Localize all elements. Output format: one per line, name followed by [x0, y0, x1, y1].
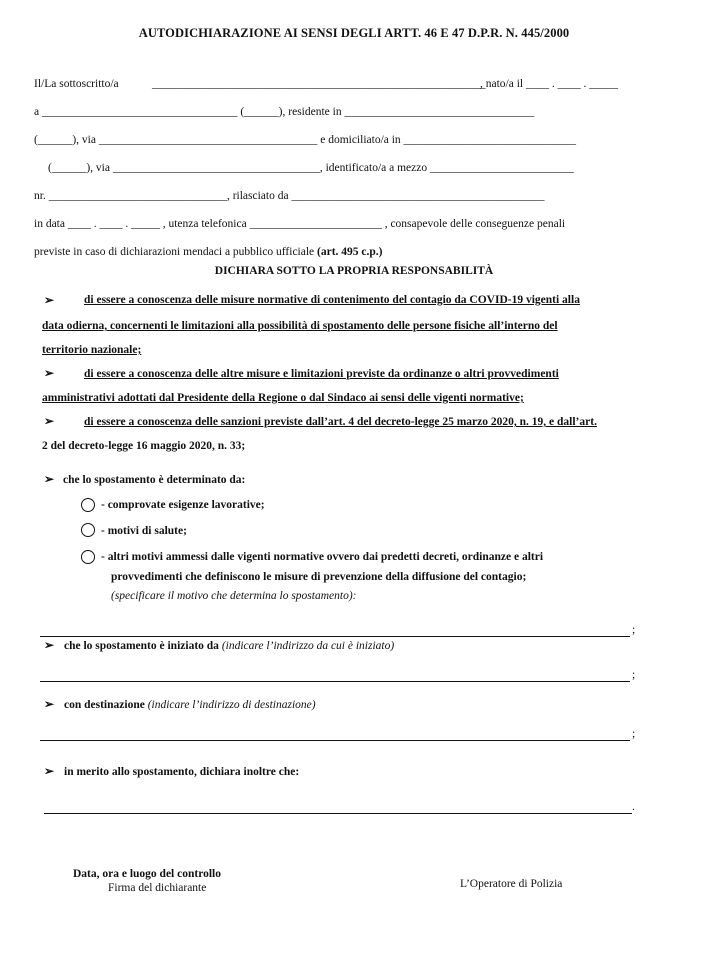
merito-end: .: [632, 801, 635, 813]
penal-notice-text: previste in caso di dichiarazioni mendaci a pubblico ufficiale: [34, 246, 315, 258]
birthplace-residence-line[interactable]: a __________________________________ (______), residente in _________________________________: [34, 106, 535, 118]
address-id-line[interactable]: (______), via ____________________________________, identificato/a a mezzo _________________________: [48, 162, 574, 174]
bullet-arrow-icon: ➢: [44, 366, 55, 380]
penal-notice: [34, 246, 383, 258]
bullet-arrow-icon: ➢: [44, 293, 55, 307]
motivo-end: ;: [632, 624, 636, 636]
name-field[interactable]: __________________________________________________________: [152, 78, 486, 90]
bullet-arrow-icon: ➢: [44, 638, 55, 652]
declaration-2-line-2: amministrativi adottati dal Presidente della Regione o dal Sindaco ai sensi delle vigenti normative;: [42, 392, 524, 404]
penal-article: (art. 495 c.p.): [317, 246, 383, 258]
bullet-arrow-icon: ➢: [44, 697, 55, 711]
bullet-arrow-icon: ➢: [44, 414, 55, 428]
declaration-1-line-2: data odierna, concernenti le limitazioni alla possibilità di spostamento delle persone fisiche all’interno del: [42, 320, 558, 332]
option-circle-icon[interactable]: [81, 498, 95, 512]
declaration-3-line-1: di essere a conoscenza delle sanzioni previste dall’art. 4 del decreto-legge 25 marzo 2020, n. 19, e dall’art.: [84, 416, 597, 428]
option-salute: - motivi di salute;: [101, 525, 187, 537]
option-altri-line-2: provvedimenti che definiscono le misure di prevenzione della diffusione del contagio;: [111, 571, 527, 583]
inizio-write-line[interactable]: [40, 681, 630, 682]
merito-write-line[interactable]: [44, 813, 632, 814]
data-luogo-label: Data, ora e luogo del controllo: [73, 868, 221, 880]
inizio-end: ;: [632, 669, 636, 681]
option-altri-line-1: - altri motivi ammessi dalle vigenti normative ovvero dai predetti decreti, ordinanze e altri: [101, 551, 544, 563]
inizio-hint: (indicare l’indirizzo da cui è iniziato): [221, 640, 395, 652]
destinazione-hint: (indicare l’indirizzo di destinazione): [147, 699, 316, 711]
option-circle-icon[interactable]: [81, 523, 95, 537]
motivo-label: che lo spostamento è determinato da:: [63, 474, 246, 486]
destinazione-end: ;: [632, 728, 636, 740]
address-domicile-line[interactable]: (______), via ______________________________________ e domiciliato/a in ______________________________: [34, 134, 577, 146]
operatore-label: L’Operatore di Polizia: [460, 878, 563, 890]
option-circle-icon[interactable]: [81, 550, 95, 564]
inizio-label: che lo spostamento è iniziato da: [64, 640, 219, 652]
document-number-line[interactable]: nr. _______________________________, rilasciato da ____________________________________________: [34, 190, 545, 202]
declaration-2-line-1: di essere a conoscenza delle altre misure e limitazioni previste da ordinanze o altri provvedimenti: [84, 368, 559, 380]
option-lavoro: - comprovate esigenze lavorative;: [101, 499, 265, 511]
bullet-arrow-icon: ➢: [44, 764, 55, 778]
declaration-1-line-3: territorio nazionale;: [42, 344, 142, 356]
motivo-write-line[interactable]: [40, 636, 630, 637]
destinazione-label: con destinazione: [64, 699, 145, 711]
destinazione-write-line[interactable]: [40, 740, 630, 741]
birth-date-field[interactable]: , nato/a il ____ . ____ . _____: [480, 78, 618, 90]
document-title: AUTODICHIARAZIONE AI SENSI DEGLI ARTT. 46 E 47 D.P.R. N. 445/2000: [138, 26, 570, 40]
merito-label: in merito allo spostamento, dichiara inoltre che:: [64, 766, 300, 778]
declaration-heading: DICHIARA SOTTO LA PROPRIA RESPONSABILITÀ: [214, 265, 494, 277]
bullet-arrow-icon: ➢: [44, 472, 55, 486]
destinazione-row: [64, 699, 316, 711]
sottoscritto-label: Il/La sottoscritto/a: [34, 78, 119, 90]
firma-dichiarante-label: Firma del dichiarante: [108, 882, 207, 894]
declaration-3-line-2: 2 del decreto-legge 16 maggio 2020, n. 33;: [42, 440, 246, 452]
date-phone-line[interactable]: in data ____ . ____ . _____ , utenza telefonica _______________________ , consapevole delle conseguenze penali: [34, 218, 566, 230]
inizio-row: [64, 640, 394, 652]
declaration-1-line-1: di essere a conoscenza delle misure normative di contenimento del contagio da COVID-19 vigenti alla: [84, 294, 580, 306]
option-altri-hint: (specificare il motivo che determina lo spostamento):: [111, 590, 357, 602]
